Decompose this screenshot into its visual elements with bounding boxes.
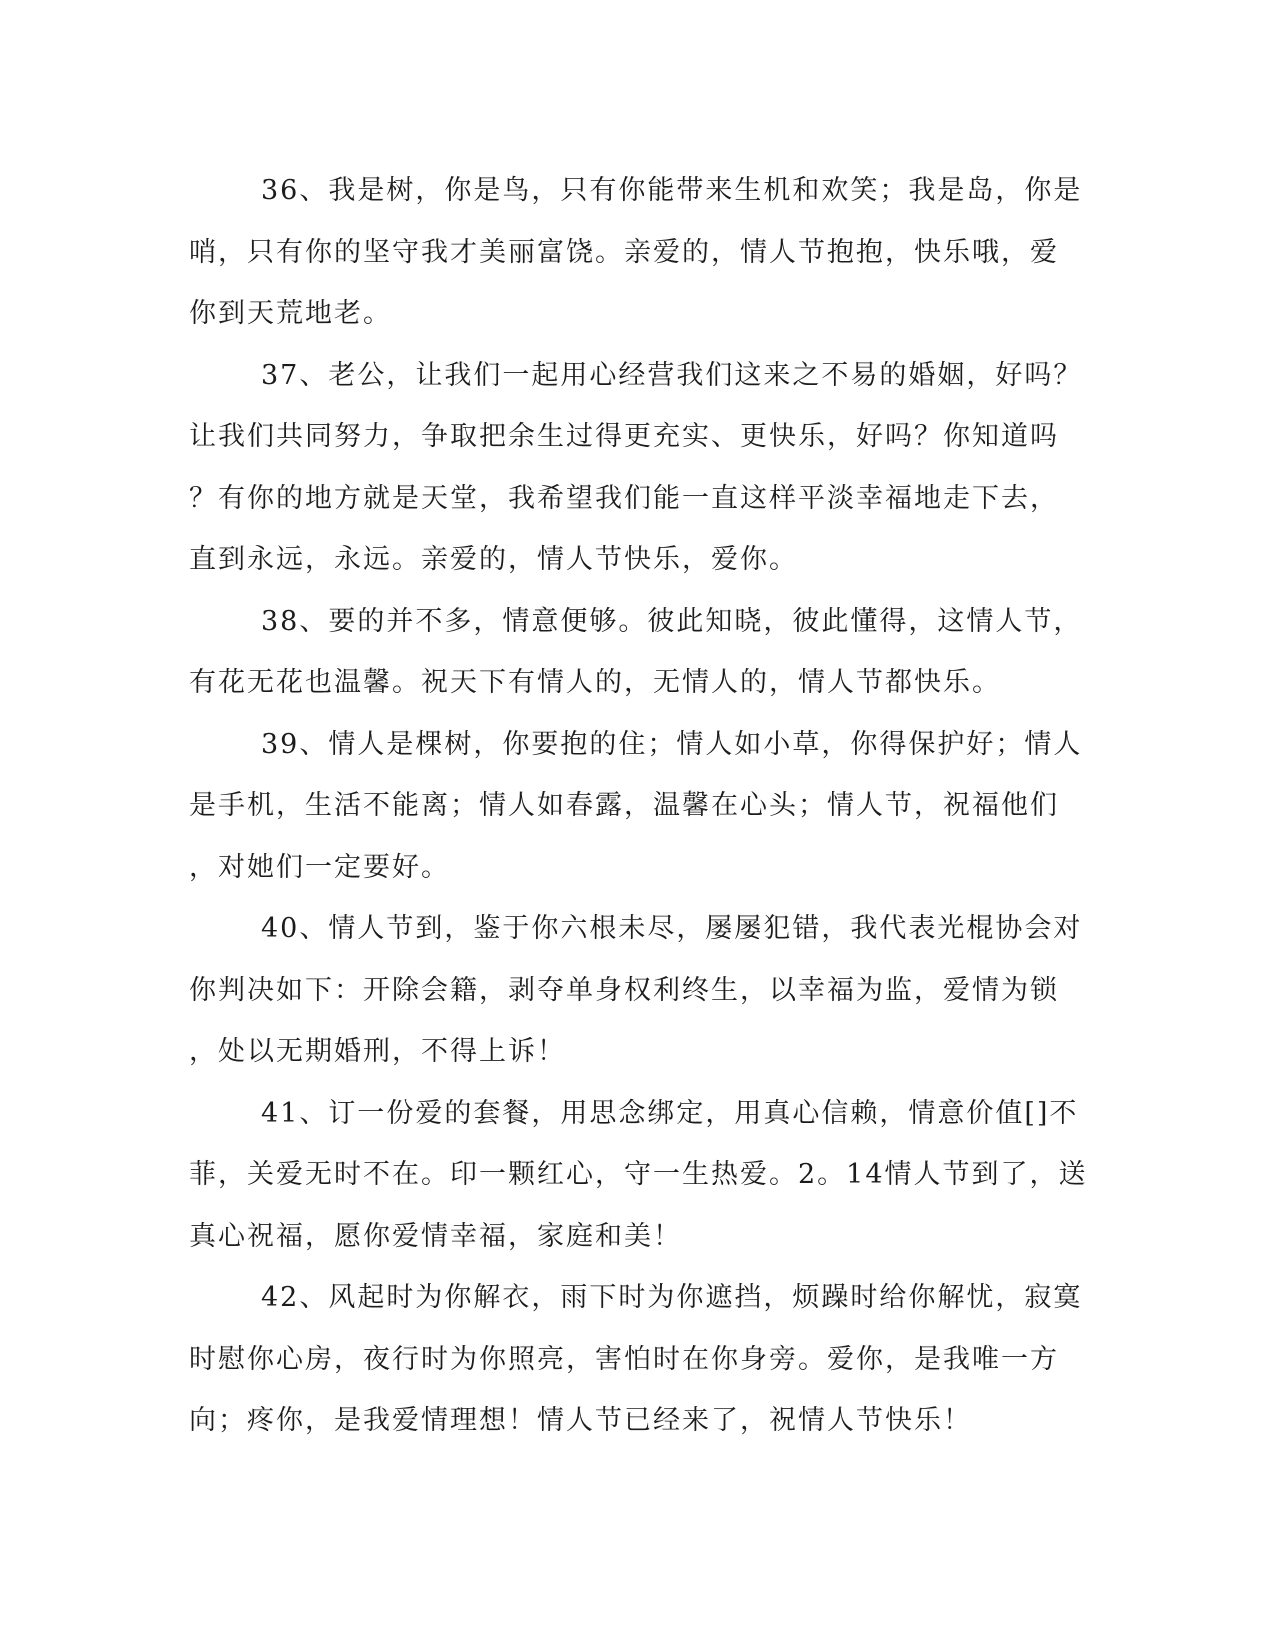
paragraph-line: 是手机，生活不能离；情人如春露，温馨在心头；情人节，祝福他们 [189,790,1059,821]
paragraph-line: 38、要的并不多，情意便够。彼此知晓，彼此懂得，这情人节， [261,605,1083,637]
paragraph-37 [189,345,1089,591]
paragraph-line: 时慰你心房，夜行时为你照亮，害怕时在你身旁。爱你，是我唯一方 [189,1343,1059,1375]
paragraph-line: 40、情人节到，鉴于你六根未尽，屡屡犯错，我代表光棍协会对 [261,913,1083,944]
paragraph-line: ，对她们一定要好。 [189,851,450,883]
paragraph-line: 36、我是树，你是鸟，只有你能带来生机和欢笑；我是岛，你是 [261,175,1083,206]
paragraph-36 [189,160,1089,345]
paragraph-line: 42、风起时为你解衣，雨下时为你遮挡，烦躁时给你解忧，寂寞 [261,1282,1083,1313]
paragraph-line: 你到天荒地老。 [189,298,392,329]
paragraph-40 [189,898,1089,1083]
paragraph-line: ，处以无期婚刑，不得上诉！ [189,1036,566,1067]
paragraph-line: 向；疼你，是我爱情理想！情人节已经来了，祝情人节快乐！ [189,1405,972,1436]
paragraph-line: 有花无花也温馨。祝天下有情人的，无情人的，情人节都快乐。 [189,667,1001,698]
paragraph-line: 直到永远，永远。亲爱的，情人节快乐，爱你。 [189,544,798,575]
paragraph-line: 哨，只有你的坚守我才美丽富饶。亲爱的，情人节抱抱，快乐哦，爱 [189,236,1059,268]
paragraph-line: 菲，关爱无时不在。印一颗红心，守一生热爱。2。14情人节到了，送 [189,1159,1088,1190]
document-body [189,160,1089,1452]
paragraph-line: 真心祝福，愿你爱情幸福，家庭和美！ [189,1220,682,1252]
paragraph-line: 39、情人是棵树，你要抱的住；情人如小草，你得保护好；情人 [261,728,1083,760]
paragraph-line: 你判决如下：开除会籍，剥夺单身权利终生，以幸福为监，爱情为锁 [189,974,1059,1006]
paragraph-line: 41、订一份爱的套餐，用思念绑定，用真心信赖，情意价值[]不 [261,1097,1079,1129]
paragraph-line: ？有你的地方就是天堂，我希望我们能一直这样平淡幸福地走下去， [189,482,1059,514]
paragraph-42 [189,1267,1089,1452]
paragraph-38 [189,591,1089,714]
paragraph-line: 37、老公，让我们一起用心经营我们这来之不易的婚姻，好吗？ [261,359,1083,391]
paragraph-39 [189,714,1089,899]
paragraph-line: 让我们共同努力，争取把余生过得更充实、更快乐，好吗？你知道吗 [189,421,1059,452]
paragraph-41 [189,1083,1089,1268]
